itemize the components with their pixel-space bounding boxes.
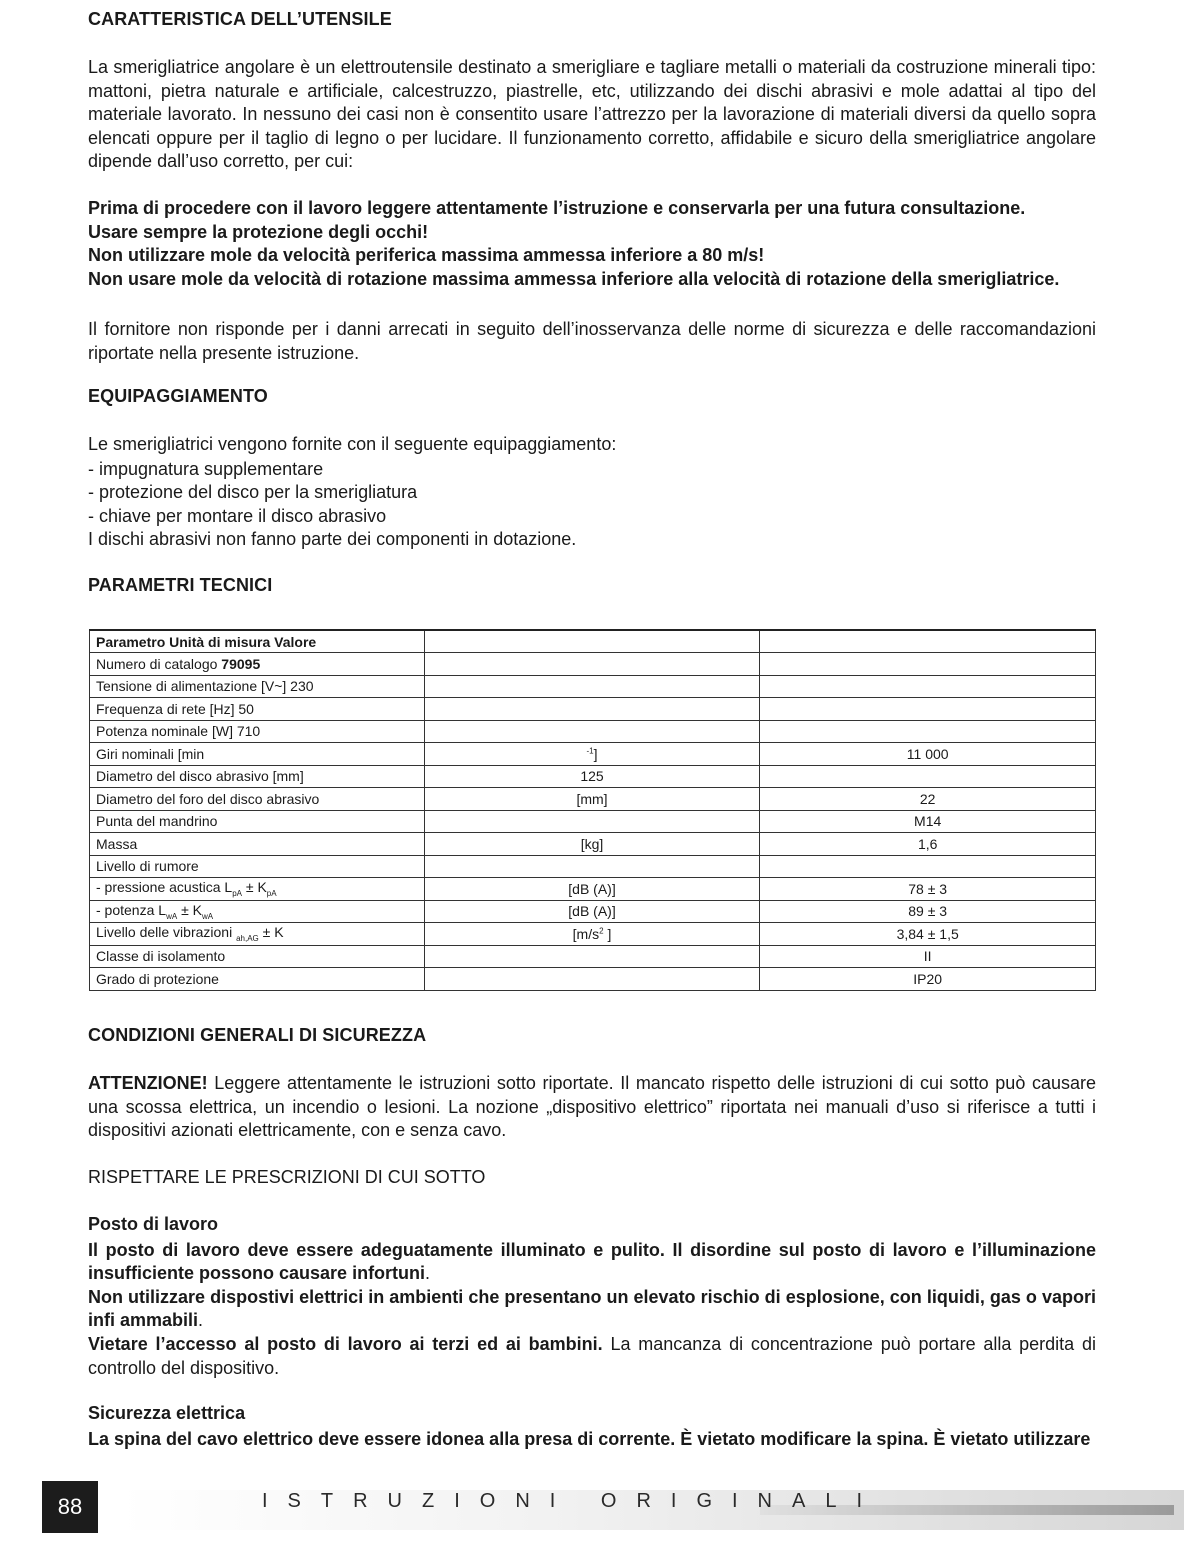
attenzione-paragraph xyxy=(88,1072,1096,1143)
table-row xyxy=(90,878,1096,901)
table-row xyxy=(90,810,1096,833)
table-cell-rpm-unit xyxy=(424,743,760,766)
vibrazioni-unit-sup: 2 xyxy=(599,926,604,936)
table-row xyxy=(90,698,1096,721)
table-cell: 125 xyxy=(424,765,760,788)
table-cell: 11 000 xyxy=(760,743,1096,766)
catalog-label: Numero di catalogo xyxy=(96,655,222,672)
table-row xyxy=(90,675,1096,698)
posto-dot-2: . xyxy=(198,1310,204,1330)
table-cell-pressione xyxy=(90,878,425,901)
pressione-label: - pressione acustica L xyxy=(96,879,233,896)
table-cell xyxy=(424,675,760,698)
table-cell: [mm] xyxy=(424,788,760,811)
table-cell xyxy=(424,698,760,721)
table-cell xyxy=(424,855,760,878)
table-cell: 22 xyxy=(760,788,1096,811)
posto-paragraph-3 xyxy=(88,1333,1096,1380)
attenzione-label: ATTENZIONE! xyxy=(88,1073,208,1093)
rispettare-line: RISPETTARE LE PRESCRIZIONI DI CUI SOTTO xyxy=(88,1167,486,1187)
warning-line-1: Prima di procedere con il lavoro leggere attentamente l’istruzione e conservarla per una futura consultazione. xyxy=(88,198,1026,218)
table-row xyxy=(90,945,1096,968)
posto-dot-1: . xyxy=(425,1263,431,1283)
posto-title: Posto di lavoro xyxy=(88,1214,219,1234)
equipment-note: I dischi abrasivi non fanno parte dei componenti in dotazione. xyxy=(88,529,577,549)
posto-paragraph-1 xyxy=(88,1239,1096,1285)
sicurezza-title: Sicurezza elettrica xyxy=(88,1403,246,1423)
attenzione-text: Leggere attentamente le istruzioni sotto riportate. Il mancato rispetto delle istruzioni di cui sotto può causare una scossa elettrica, un incendio o lesioni. La nozione „dispositivo elettrico” riportata nei manuali d’uso si riferisce a tutti i dispositivi azionati elettricamente, con e senza cavo. xyxy=(88,1073,1096,1140)
pressione-sub-2: pA xyxy=(266,889,277,899)
table-cell: Frequenza di rete [Hz] 50 xyxy=(90,698,425,721)
table-row xyxy=(90,855,1096,878)
description-paragraph: La smerigliatrice angolare è un elettroutensile destinato a smerigliare e tagliare metalli o materiali da costruzione minerali tipo: mattoni, pietra naturale e artificiale, calcestruzzo, piastrelle, etc, utilizzando dei dischi abrasivi e mole adattai al tipo del materiale lavorato. In nessuno dei casi non è consentito usare l’attrezzo per la lavorazione di materiali diversi da quello sopra elencati oppure per il taglio di legno o per lucidare. Il funzionamento corretto, affidabile e sicuro della smerigliatrice angolare dipende dall’uso corretto, per cui: xyxy=(88,57,1096,171)
table-cell-vibrazioni xyxy=(90,923,425,946)
potenza-sub-1: wA xyxy=(166,911,178,921)
warning-line-3: Non utilizzare mole da velocità periferica massima ammessa inferiore a 80 m/s! xyxy=(88,245,765,265)
table-cell xyxy=(760,765,1096,788)
table-cell xyxy=(760,720,1096,743)
table-cell xyxy=(760,675,1096,698)
table-header-cell: Parametro Unità di misura Valore xyxy=(90,630,425,653)
potenza-mid: ± K xyxy=(177,901,202,918)
posto-text-3: La mancanza di concentrazione può portare alla perdita di controllo del dispositivo. xyxy=(88,1334,1096,1378)
table-cell: Classe di isolamento xyxy=(90,945,425,968)
table-row xyxy=(90,765,1096,788)
equipment-item-1: - impugnatura supplementare xyxy=(88,459,324,479)
table-cell xyxy=(424,810,760,833)
table-cell: Punta del mandrino xyxy=(90,810,425,833)
warning-line-2: Usare sempre la protezione degli occhi! xyxy=(88,222,429,242)
table-cell: II xyxy=(760,945,1096,968)
rpm-superscript: -1 xyxy=(586,746,594,756)
pressione-mid: ± K xyxy=(241,879,267,896)
table-cell xyxy=(424,630,760,653)
sicurezza-paragraph-1: La spina del cavo elettrico deve essere idonea alla presa di corrente. È vietato modificare la spina. È vietato utilizzare xyxy=(88,1429,1091,1449)
vibrazioni-unit-a: [m/s xyxy=(572,925,600,942)
table-cell: Giri nominali [min xyxy=(90,743,425,766)
equipment-intro: Le smerigliatrici vengono fornite con il seguente equipaggiamento: xyxy=(88,434,617,454)
table-cell: Tensione di alimentazione [V~] 230 xyxy=(90,675,425,698)
rpm-bracket: ] xyxy=(593,745,598,762)
page-number: 88 xyxy=(42,1481,98,1533)
table-cell xyxy=(760,653,1096,676)
table-cell: M14 xyxy=(760,810,1096,833)
warning-line-4: Non usare mole da velocità di rotazione massima ammessa inferiore alla velocità di rotazione della smerigliatrice. xyxy=(88,269,1060,289)
equipment-item-2: - protezione del disco per la smerigliatura xyxy=(88,482,418,502)
disclaimer-paragraph: Il fornitore non risponde per i danni arrecati in seguito dell’inosservanza delle norme di sicurezza e delle raccomandazioni riportate nella presente istruzione. xyxy=(88,319,1096,363)
footer-title: ISTRUZIONI ORIGINALI xyxy=(262,1490,883,1512)
section-title-parametri: PARAMETRI TECNICI xyxy=(88,575,273,595)
table-cell xyxy=(760,698,1096,721)
table-cell: 89 ± 3 xyxy=(760,900,1096,923)
table-row xyxy=(90,833,1096,856)
table-row xyxy=(90,788,1096,811)
table-cell: [dB (A)] xyxy=(424,878,760,901)
table-row xyxy=(90,968,1096,991)
vibrazioni-unit-b: ] xyxy=(603,925,612,942)
vibrazioni-sub: ah,AG xyxy=(236,934,259,944)
potenza-label: - potenza L xyxy=(96,901,167,918)
table-cell: Diametro del foro del disco abrasivo xyxy=(90,788,425,811)
table-row xyxy=(90,743,1096,766)
catalog-value: 79095 xyxy=(221,655,261,672)
potenza-sub-2: wA xyxy=(202,911,214,921)
posto-paragraph-2 xyxy=(88,1286,1096,1332)
vibrazioni-label: Livello delle vibrazioni xyxy=(96,924,237,941)
table-cell: [dB (A)] xyxy=(424,900,760,923)
table-cell-vibrazioni-unit xyxy=(424,923,760,946)
table-cell: 3,84 ± 1,5 xyxy=(760,923,1096,946)
table-row xyxy=(90,653,1096,676)
vibrazioni-mid: ± K xyxy=(258,924,284,941)
table-cell xyxy=(760,855,1096,878)
section-title-equipaggiamento: EQUIPAGGIAMENTO xyxy=(88,386,268,406)
table-cell: 1,6 xyxy=(760,833,1096,856)
table-cell-catalog xyxy=(90,653,425,676)
table-cell xyxy=(424,945,760,968)
table-row xyxy=(90,630,1096,653)
table-cell: IP20 xyxy=(760,968,1096,991)
pressione-sub-1: pA xyxy=(232,889,242,899)
table-cell: Diametro del disco abrasivo [mm] xyxy=(90,765,425,788)
posto-bold-3: Vietare l’accesso al posto di lavoro ai terzi ed ai bambini. xyxy=(88,1334,603,1354)
table-cell: [kg] xyxy=(424,833,760,856)
table-cell xyxy=(760,630,1096,653)
tech-specs-table xyxy=(89,629,1096,991)
table-cell xyxy=(424,968,760,991)
table-cell-potenza xyxy=(90,900,425,923)
table-cell xyxy=(424,653,760,676)
table-cell: Massa xyxy=(90,833,425,856)
table-row xyxy=(90,900,1096,923)
table-cell: Livello di rumore xyxy=(90,855,425,878)
posto-text-1: Il posto di lavoro deve essere adeguatamente illuminato e pulito. Il disordine sul posto di lavoro e l’illuminazione insufficiente possono causare infortuni xyxy=(88,1240,1096,1283)
table-cell: 78 ± 3 xyxy=(760,878,1096,901)
table-row xyxy=(90,720,1096,743)
table-cell: Potenza nominale [W] 710 xyxy=(90,720,425,743)
table-row xyxy=(90,923,1096,946)
equipment-item-3: - chiave per montare il disco abrasivo xyxy=(88,506,387,526)
section-title-condizioni: CONDIZIONI GENERALI DI SICUREZZA xyxy=(88,1025,427,1045)
posto-text-2: Non utilizzare dispostivi elettrici in ambienti che presentano un elevato rischio di esplosione, con liquidi, gas o vapori infi ammabili xyxy=(88,1287,1096,1330)
section-title-caratteristica: CARATTERISTICA DELL’UTENSILE xyxy=(88,9,392,29)
table-cell xyxy=(424,720,760,743)
table-cell: Grado di protezione xyxy=(90,968,425,991)
